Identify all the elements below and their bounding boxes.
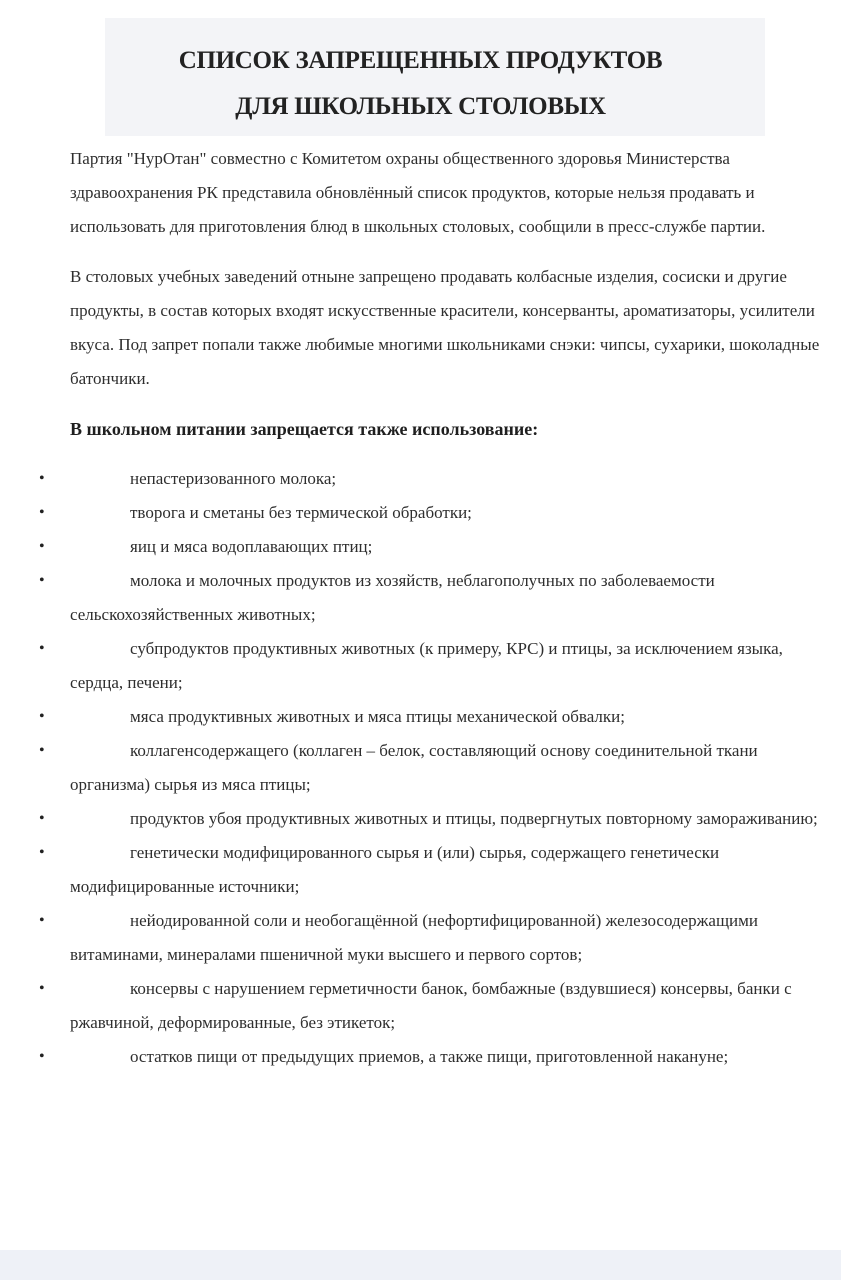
list-item [39,496,835,530]
intro-paragraph: Партия "НурОтан" совместно с Комитетом охраны общественного здоровья Министерства здравоохранения РК представила обновлённый список продуктов, которые нельзя продавать и использовать для приготовления блюд в школьных столовых, сообщили в пресс-службе партии. [70,149,766,236]
bullet-icon: • [39,742,45,759]
bottom-margin [0,1250,841,1280]
list-item-text: молока и молочных продуктов из хозяйств, неблагополучных по заболеваемости сельскохозяйственных животных; [70,571,715,624]
list-item [39,972,835,1040]
list-item-text: непастеризованного молока; [130,469,337,488]
bullet-icon: • [39,572,45,589]
list-item-text: творога и сметаны без термической обработки; [130,503,472,522]
list-item [39,734,835,802]
list-item-text: продуктов убоя продуктивных животных и птицы, подвергнутых повторному замораживанию; [130,809,818,828]
list-item-text: мяса продуктивных животных и мяса птицы механической обвалки; [130,707,625,726]
list-item [39,530,835,564]
bullet-icon: • [39,912,45,929]
bullet-icon: • [39,538,45,555]
bullet-icon: • [39,470,45,487]
list-heading: В школьном питании запрещается также использование: [70,419,539,439]
list-item-text: генетически модифицированного сырья и (или) сырья, содержащего генетически модифицированные источники; [70,843,720,896]
list-item [39,564,835,632]
title-line-2: ДЛЯ ШКОЛЬНЫХ СТОЛОВЫХ [235,93,606,120]
list-item [39,836,835,904]
bullet-icon: • [39,844,45,861]
list-item [39,462,835,496]
list-item-text: консервы с нарушением герметичности банок, бомбажные (вздувшиеся) консервы, банки с ржавчиной, деформированные, без этикеток; [70,979,792,1032]
list-item-text: остатков пищи от предыдущих приемов, а также пищи, приготовленной накануне; [130,1047,729,1066]
list-item [39,904,835,972]
bullet-icon: • [39,980,45,997]
list-item [39,632,835,700]
bullet-icon: • [39,640,45,657]
banned-items-list [39,462,835,1074]
ban-paragraph: В столовых учебных заведений отныне запрещено продавать колбасные изделия, сосиски и другие продукты, в состав которых входят искусственные красители, консерванты, ароматизаторы, усилители вкуса. Под запрет попали также любимые многими школьниками снэки: чипсы, сухарики, шоколадные батончики. [70,267,820,388]
list-item-text: субпродуктов продуктивных животных (к примеру, КРС) и птицы, за исключением языка, сердца, печени; [70,639,783,692]
bullet-icon: • [39,504,45,521]
list-item-text: яиц и мяса водоплавающих птиц; [130,537,373,556]
list-item [39,802,835,836]
list-item [39,700,835,734]
document-body [39,142,835,1074]
bullet-icon: • [39,810,45,827]
bullet-icon: • [39,708,45,725]
list-item-text: нейодированной соли и необогащённой (нефортифицированной) железосодержащими витаминами, минералами пшеничной муки высшего и первого сортов; [70,911,758,964]
list-item-text: коллагенсодержащего (коллаген – белок, составляющий основу соединительной ткани организма) сырья из мяса птицы; [70,741,758,794]
document-title [0,38,841,130]
bullet-icon: • [39,1048,45,1065]
list-item [39,1040,835,1074]
title-line-1: СПИСОК ЗАПРЕЩЕННЫХ ПРОДУКТОВ [178,47,663,74]
